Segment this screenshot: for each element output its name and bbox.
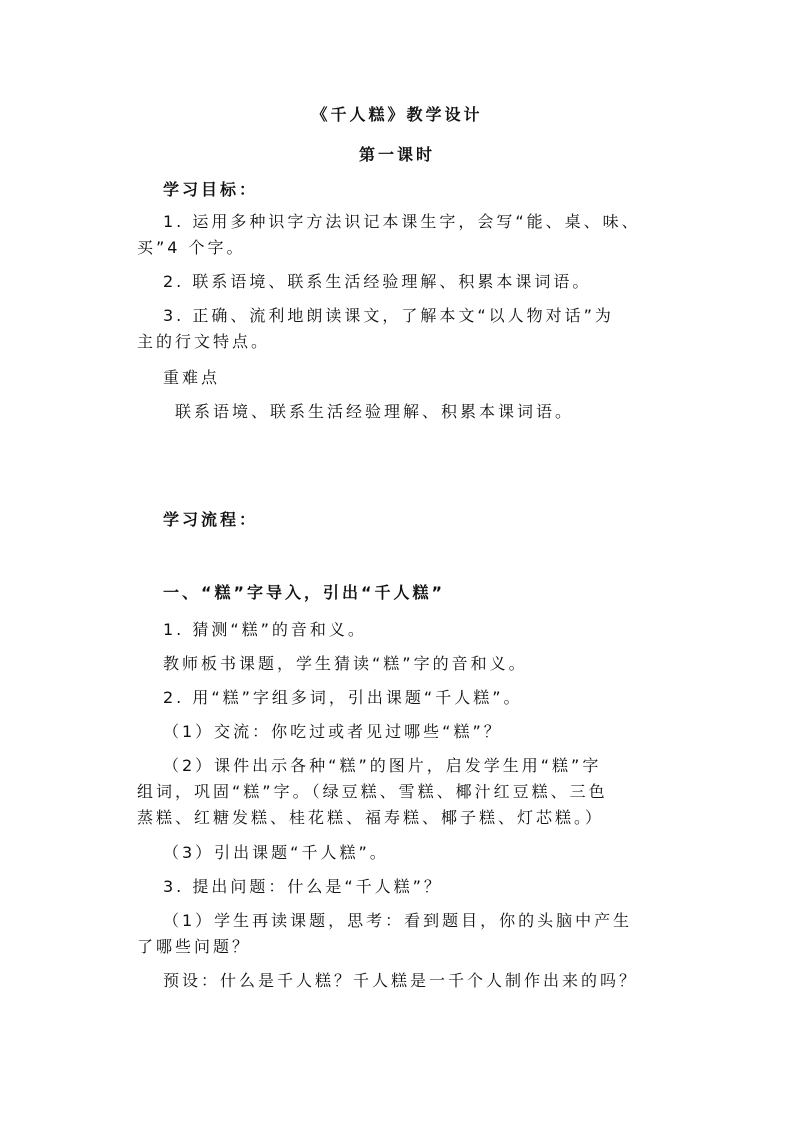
section-1-question-line-2: 了哪些问题？ [137, 937, 252, 956]
section-1-sub-2-line-1: （2）课件出示各种“糕”的图片，启发学生用“糕”字 [163, 756, 602, 775]
objective-1-line-2: 买”4 个字。 [137, 238, 246, 257]
objective-3-line-2: 主的行文特点。 [137, 332, 271, 351]
section-1-sub-2-line-3: 蒸糕、红糖发糕、桂花糕、福寿糕、椰子糕、灯芯糕。） [137, 808, 605, 827]
objective-3-line-1: 3. 正确、流利地朗读课文，了解本文“以人物对话”为 [163, 306, 614, 325]
document-subtitle: 第一课时 [358, 145, 435, 164]
document-title: 《千人糕》教学设计 [311, 105, 483, 124]
objective-1-line-1: 1. 运用多种识字方法识记本课生字，会写“能、桌、味、 [163, 212, 641, 231]
key-points-heading: 重难点 [163, 368, 221, 387]
section-1-heading: 一、“糕”字导入，引出“千人糕” [163, 583, 446, 602]
section-1-question-line-1: （1）学生再读课题，思考：看到题目，你的头脑中产生 [163, 911, 633, 930]
section-1-sub-2-line-2: 组词，巩固“糕”字。（绿豆糕、雪糕、椰汁红豆糕、三色 [137, 782, 608, 801]
objective-2: 2. 联系语境、联系生活经验理解、积累本课词语。 [163, 272, 592, 291]
section-1-para-1: 教师板书课题，学生猜读“糕”字的音和义。 [163, 654, 528, 673]
section-1-step-3: 3. 提出问题：什么是“千人糕”？ [163, 877, 443, 896]
section-1-sub-1: （1）交流：你吃过或者见过哪些“糕”？ [163, 722, 503, 741]
section-1-step-2: 2. 用“糕”字组多词，引出课题“千人糕”。 [163, 688, 523, 707]
process-heading: 学习流程： [163, 510, 259, 529]
section-1-sub-3: （3）引出课题“千人糕”。 [163, 843, 389, 862]
section-1-step-1: 1. 猜测“糕”的音和义。 [163, 620, 367, 639]
objectives-heading: 学习目标： [163, 180, 259, 199]
key-points-text: 联系语境、联系生活经验理解、积累本课词语。 [175, 402, 575, 421]
section-1-preset: 预设：什么是千人糕？千人糕是一千个人制作出来的吗？ [163, 971, 639, 990]
